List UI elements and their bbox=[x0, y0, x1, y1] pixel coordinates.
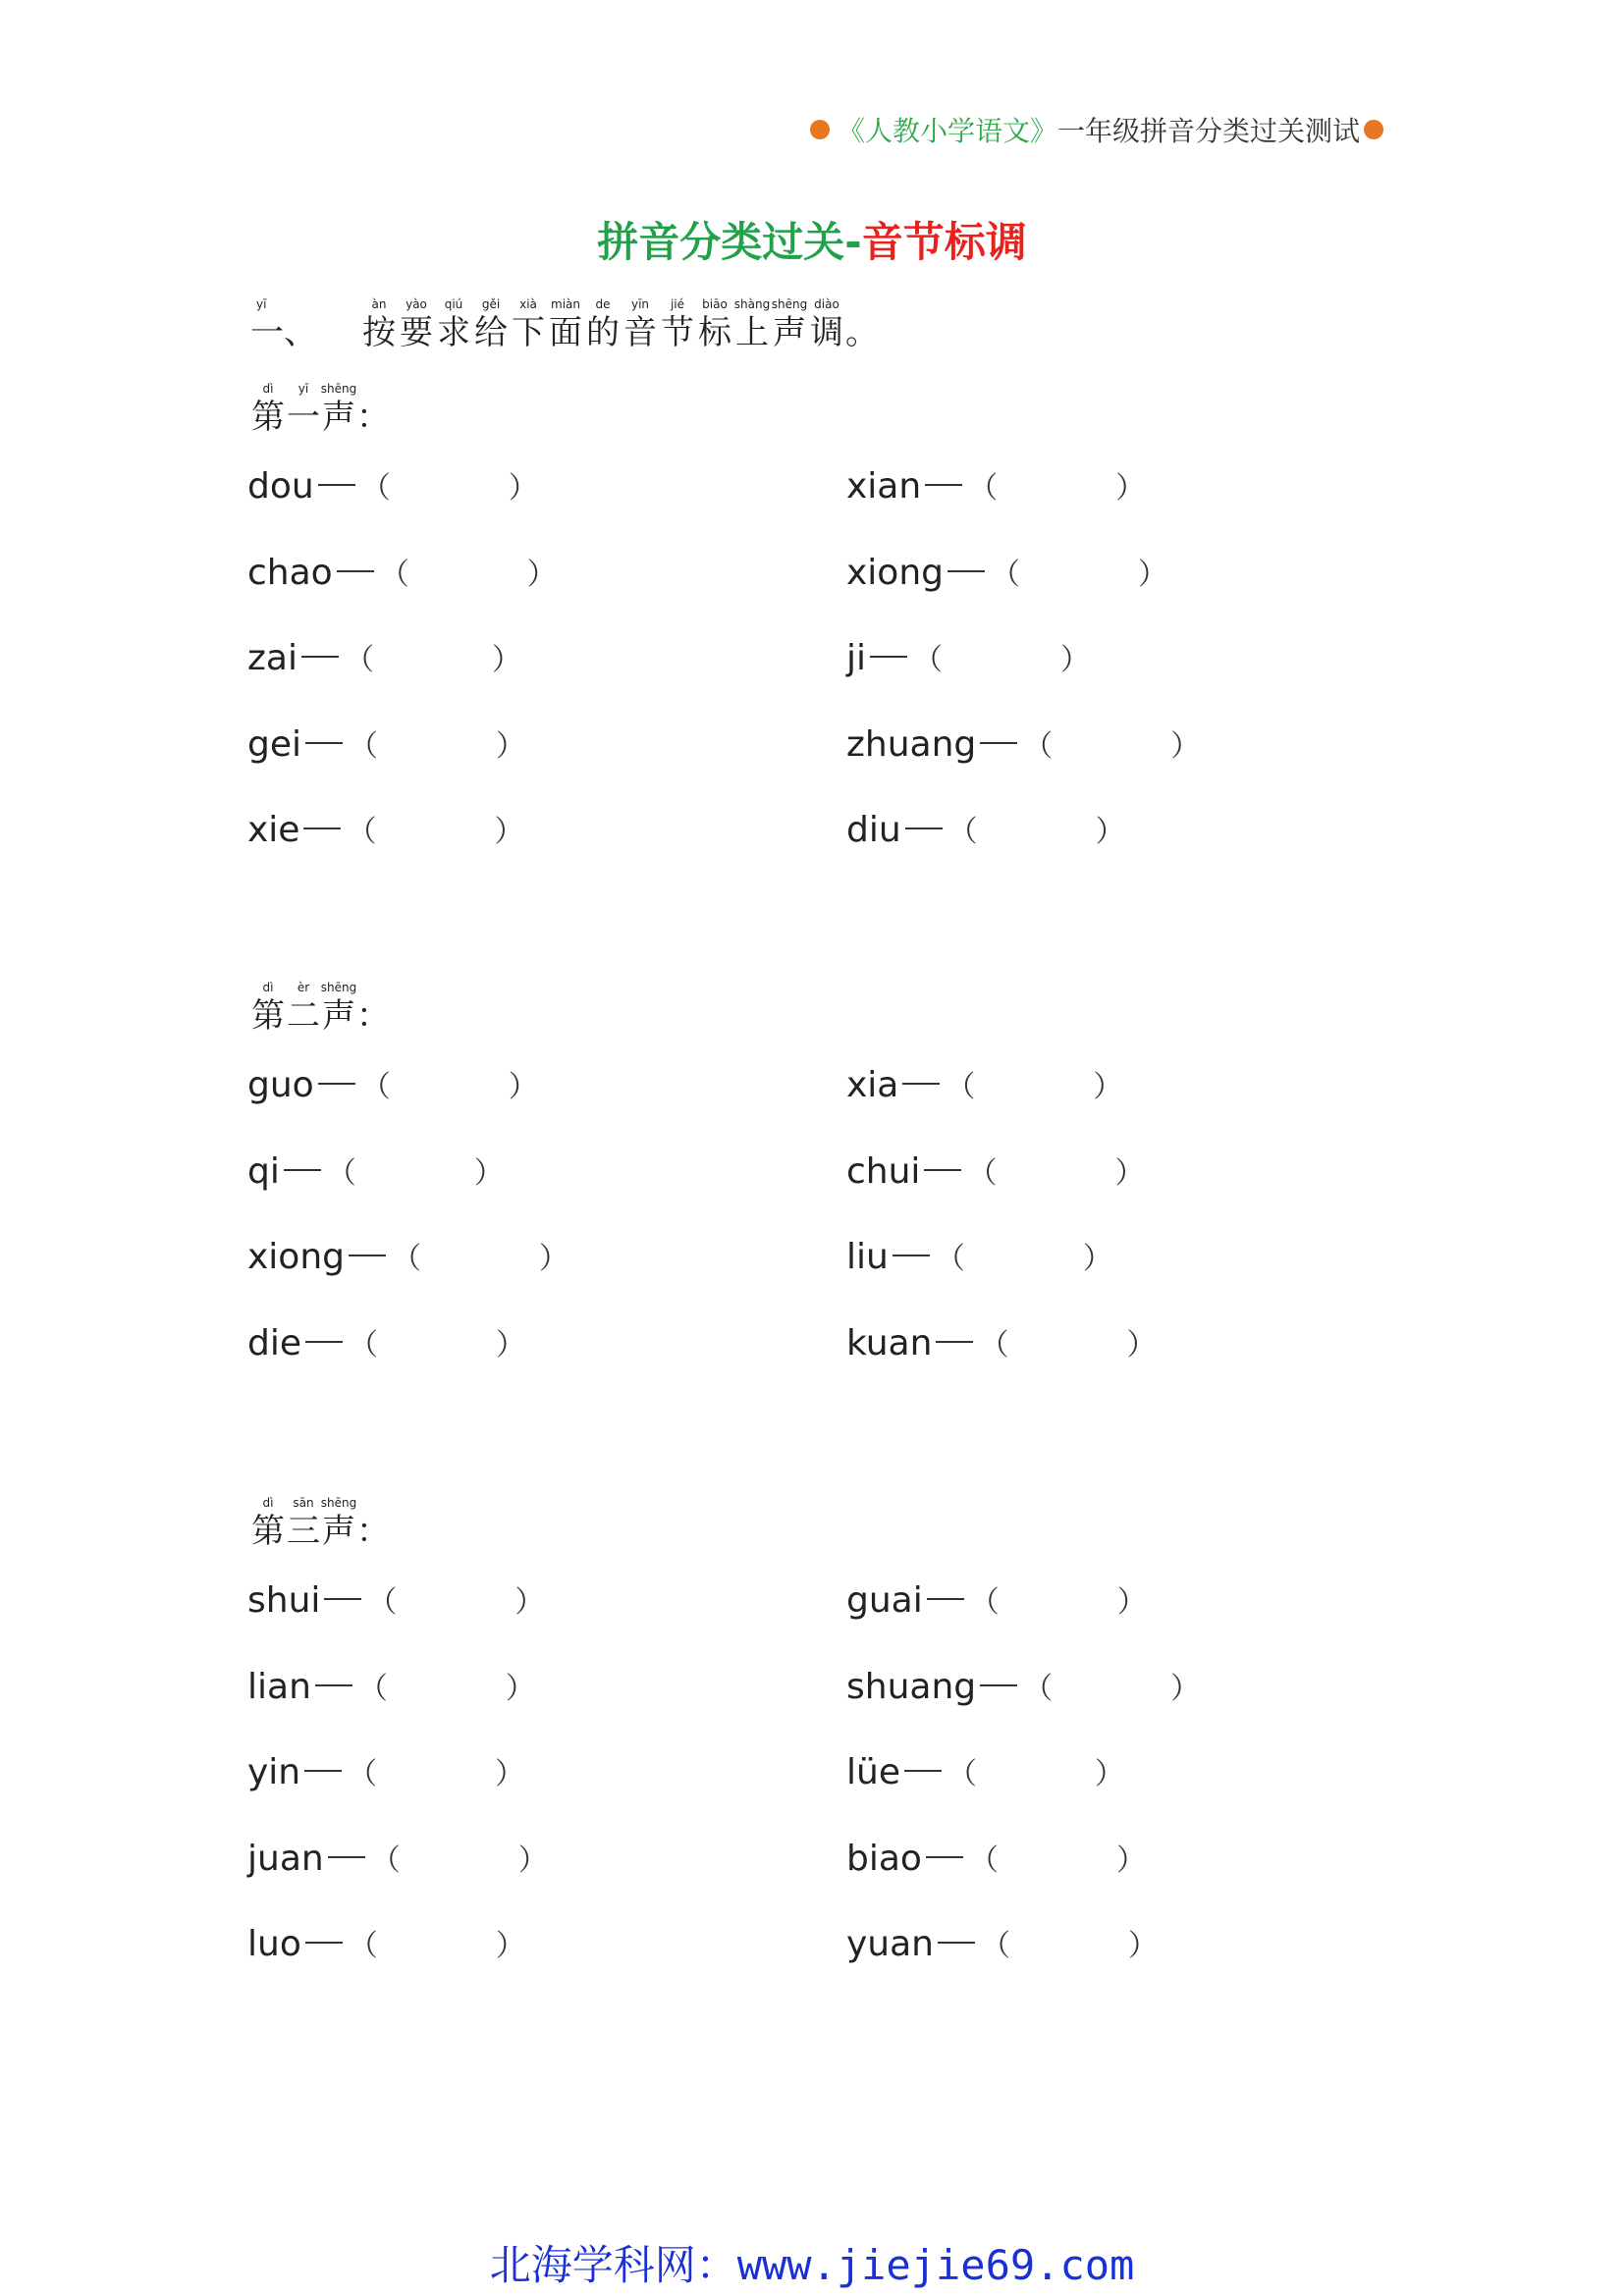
answer-paren-close: ） bbox=[539, 1242, 568, 1276]
syllable-item bbox=[846, 1664, 1200, 1707]
dash-line bbox=[905, 828, 943, 829]
syllable-text: shui bbox=[247, 1580, 321, 1621]
syllable-text: zhuang bbox=[846, 723, 977, 765]
section-label-char bbox=[250, 980, 286, 1037]
dash-line bbox=[304, 1770, 342, 1772]
syllable-text: chao bbox=[247, 552, 333, 593]
syllable-item bbox=[247, 1062, 538, 1105]
section-label-char-hanzi: 二 bbox=[287, 996, 320, 1036]
instruction-period: 。 bbox=[845, 313, 879, 352]
syllable-text: diu bbox=[846, 810, 901, 850]
syllable-text: kuan bbox=[846, 1322, 933, 1363]
section-label-char-pinyin: shēng bbox=[320, 1496, 357, 1510]
syllable-text: zai bbox=[247, 638, 298, 678]
title-part-red: 音节标调 bbox=[861, 218, 1027, 266]
instruction-char-pinyin: biāo bbox=[702, 297, 728, 311]
section-label-char-hanzi: 一 bbox=[287, 398, 320, 437]
syllable-text: xie bbox=[247, 810, 300, 850]
syllable-text: ji bbox=[846, 638, 867, 678]
dash-line bbox=[904, 1770, 942, 1772]
instruction-char-hanzi: 节 bbox=[661, 313, 694, 352]
dash-line bbox=[893, 1255, 930, 1256]
answer-paren-open: （ bbox=[360, 471, 391, 506]
section-label-char bbox=[286, 1495, 321, 1552]
answer-paren-open: （ bbox=[348, 1757, 378, 1791]
dash-line bbox=[938, 1942, 975, 1944]
instruction-char-pinyin: qiú bbox=[444, 297, 463, 311]
syllable-item bbox=[247, 1320, 525, 1363]
syllable-item bbox=[846, 463, 1145, 507]
answer-paren-open: （ bbox=[913, 643, 944, 677]
dash-line bbox=[927, 1598, 964, 1600]
instruction-char-hanzi: 按 bbox=[362, 313, 396, 352]
answer-paren-close: ） bbox=[508, 471, 538, 506]
section-label-tone1 bbox=[250, 381, 390, 438]
instruction-char-pinyin: shàng bbox=[733, 297, 771, 311]
section-label-char-pinyin: shēng bbox=[320, 981, 357, 994]
answer-paren-close: ） bbox=[1060, 643, 1091, 677]
syllable-text: yin bbox=[247, 1752, 301, 1792]
section-label-char-pinyin: shēng bbox=[320, 382, 357, 396]
answer-paren-open: （ bbox=[1023, 728, 1054, 764]
instruction-char-hanzi: 标 bbox=[698, 313, 731, 352]
header-subtitle: 一年级拼音分类过关测试 bbox=[1056, 115, 1360, 147]
section-label-char-pinyin: dì bbox=[262, 1496, 274, 1510]
header-book-title: 《人教小学语文》 bbox=[837, 115, 1057, 147]
instruction-char bbox=[771, 296, 808, 353]
answer-paren-close: ） bbox=[1138, 557, 1167, 592]
answer-paren-open: （ bbox=[367, 1585, 398, 1620]
answer-paren-open: （ bbox=[348, 1929, 378, 1963]
instruction-char bbox=[435, 296, 472, 353]
answer-paren-open: （ bbox=[349, 728, 379, 764]
answer-paren-open: （ bbox=[991, 557, 1020, 592]
syllable-text: xiong bbox=[846, 552, 944, 593]
page-header bbox=[810, 110, 1383, 149]
section-label-char bbox=[321, 980, 356, 1037]
answer-paren-open: （ bbox=[935, 1242, 965, 1276]
syllable-text: xiong bbox=[247, 1237, 345, 1277]
syllable-item bbox=[247, 635, 521, 678]
syllable-text: xian bbox=[846, 466, 922, 507]
answer-paren-close: ） bbox=[505, 1671, 535, 1706]
instruction-char-hanzi: 面 bbox=[549, 313, 582, 352]
section-label-char-hanzi: 声 bbox=[322, 996, 355, 1036]
instruction-char-hanzi: 声 bbox=[773, 313, 806, 352]
syllable-item bbox=[846, 807, 1125, 850]
instruction-char-pinyin: gěi bbox=[481, 297, 501, 311]
instruction-char bbox=[547, 296, 584, 353]
answer-paren-open: （ bbox=[370, 1842, 401, 1878]
syllable-item bbox=[846, 1234, 1112, 1277]
syllable-item bbox=[846, 550, 1167, 593]
instruction-char bbox=[808, 296, 845, 353]
section-label-char-hanzi: 第 bbox=[251, 1512, 285, 1551]
section-label-colon: ： bbox=[356, 398, 390, 437]
page-footer bbox=[0, 2233, 1624, 2292]
syllable-text: guo bbox=[247, 1065, 314, 1105]
instruction-char-hanzi: 求 bbox=[437, 313, 470, 352]
syllable-text: shuang bbox=[846, 1666, 977, 1707]
section-label-char bbox=[321, 1495, 356, 1552]
answer-paren-close: ） bbox=[1128, 1929, 1158, 1963]
syllable-text: qi bbox=[247, 1150, 280, 1192]
section-label-char-pinyin: dì bbox=[262, 382, 274, 396]
answer-paren-close: ） bbox=[1082, 1242, 1112, 1276]
dash-line bbox=[924, 1169, 961, 1171]
syllable-item bbox=[846, 1148, 1144, 1192]
section-label-char bbox=[286, 381, 321, 438]
dash-line bbox=[926, 1856, 963, 1858]
answer-paren-close: ） bbox=[496, 1327, 526, 1362]
instruction-char-hanzi: 的 bbox=[586, 313, 620, 352]
dash-line bbox=[947, 570, 985, 572]
syllable-text: liu bbox=[846, 1237, 889, 1277]
syllable-item bbox=[247, 721, 525, 765]
syllable-item bbox=[247, 550, 557, 593]
syllable-item bbox=[247, 1921, 525, 1964]
instruction-char-hanzi: 调 bbox=[810, 313, 843, 352]
instruction-char-pinyin: jié bbox=[670, 297, 685, 311]
instruction-char-hanzi: 上 bbox=[735, 313, 769, 352]
instruction-char-pinyin: diào bbox=[814, 297, 839, 311]
instruction-char-hanzi: 下 bbox=[512, 313, 545, 352]
instruction-char-hanzi: 音 bbox=[623, 313, 657, 352]
answer-paren-open: （ bbox=[979, 1327, 1009, 1362]
answer-paren-close: ） bbox=[491, 643, 521, 677]
answer-paren-close: ） bbox=[495, 1929, 525, 1963]
answer-paren-close: ） bbox=[517, 1842, 548, 1878]
answer-paren-open: （ bbox=[347, 815, 377, 849]
syllable-text: luo bbox=[247, 1924, 301, 1964]
section-label-char-pinyin: sān bbox=[293, 1496, 314, 1510]
syllable-item bbox=[846, 1749, 1124, 1792]
answer-paren-close: ） bbox=[1126, 1327, 1157, 1362]
instruction-char-pinyin: àn bbox=[371, 297, 387, 311]
answer-paren-close: ） bbox=[1095, 815, 1125, 849]
instruction-char bbox=[398, 296, 435, 353]
footer-url: www.jiejie69.com bbox=[736, 2241, 1135, 2289]
answer-paren-open: （ bbox=[946, 1070, 976, 1104]
answer-paren-close: ） bbox=[508, 1070, 538, 1104]
answer-paren-open: （ bbox=[967, 1155, 998, 1191]
instruction-char bbox=[472, 296, 510, 353]
question-number-hanzi: 一、 bbox=[250, 313, 317, 352]
syllable-text: guai bbox=[846, 1580, 923, 1621]
dash-line bbox=[305, 1942, 343, 1944]
section-label-char-hanzi: 声 bbox=[322, 1512, 355, 1551]
syllable-item bbox=[247, 463, 538, 507]
syllable-item bbox=[247, 807, 523, 850]
instruction-char-pinyin: de bbox=[595, 297, 611, 311]
dash-line bbox=[349, 1255, 386, 1256]
answer-paren-open: （ bbox=[947, 815, 978, 849]
syllable-item bbox=[247, 1664, 535, 1707]
orange-dot-icon bbox=[1364, 120, 1383, 139]
dash-line bbox=[315, 1684, 352, 1686]
instruction-char-pinyin: yào bbox=[406, 297, 427, 311]
instruction-char-hanzi: 给 bbox=[474, 313, 508, 352]
syllable-item bbox=[846, 1836, 1146, 1879]
question-instruction bbox=[360, 296, 879, 353]
answer-paren-close: ） bbox=[1170, 1671, 1201, 1706]
instruction-char-hanzi: 要 bbox=[400, 313, 433, 352]
answer-paren-close: ） bbox=[526, 557, 557, 592]
answer-paren-close: ） bbox=[494, 815, 524, 849]
dash-line bbox=[980, 742, 1017, 744]
instruction-char bbox=[622, 296, 659, 353]
answer-paren-close: ） bbox=[1094, 1757, 1124, 1791]
answer-paren-open: （ bbox=[947, 1757, 977, 1791]
instruction-char bbox=[584, 296, 622, 353]
section-label-char-pinyin: èr bbox=[297, 981, 310, 994]
page-title bbox=[0, 210, 1624, 269]
title-part-green: 拼音分类过关- bbox=[597, 218, 862, 266]
syllable-item bbox=[846, 635, 1090, 678]
syllable-text: lüe bbox=[846, 1752, 900, 1792]
section-label-char-hanzi: 第 bbox=[251, 996, 285, 1036]
section-label-char bbox=[250, 1495, 286, 1552]
answer-paren-open: （ bbox=[349, 1327, 379, 1362]
syllable-item bbox=[247, 1148, 504, 1192]
dash-line bbox=[301, 656, 339, 658]
section-label-char-pinyin: yī bbox=[298, 382, 309, 396]
dash-line bbox=[328, 1856, 365, 1858]
answer-paren-open: （ bbox=[357, 1671, 388, 1706]
syllable-text: gei bbox=[247, 723, 302, 765]
section-label-tone3 bbox=[250, 1495, 390, 1552]
answer-paren-open: （ bbox=[1023, 1671, 1054, 1706]
section-label-char-pinyin: dì bbox=[262, 981, 274, 994]
instruction-char-pinyin: shēng bbox=[771, 297, 808, 311]
dash-line bbox=[324, 1598, 361, 1600]
syllable-item bbox=[846, 1577, 1147, 1621]
dash-line bbox=[980, 1684, 1017, 1686]
dash-line bbox=[902, 1083, 940, 1085]
answer-paren-close: ） bbox=[1114, 1155, 1145, 1191]
answer-paren-open: （ bbox=[968, 1842, 999, 1878]
syllable-item bbox=[247, 1234, 568, 1277]
syllable-item bbox=[846, 721, 1200, 765]
answer-paren-open: （ bbox=[360, 1070, 391, 1104]
footer-site-name: 北海学科网： bbox=[489, 2241, 737, 2289]
section-label-char bbox=[321, 381, 356, 438]
dash-line bbox=[318, 484, 355, 486]
answer-paren-close: ） bbox=[1115, 1842, 1146, 1878]
instruction-char bbox=[733, 296, 771, 353]
orange-dot-icon bbox=[810, 120, 830, 139]
dash-line bbox=[870, 656, 907, 658]
dash-line bbox=[303, 828, 341, 829]
section-label-char bbox=[286, 980, 321, 1037]
section-label-colon: ： bbox=[356, 996, 390, 1036]
section-label-char-hanzi: 第 bbox=[251, 398, 285, 437]
syllable-item bbox=[247, 1836, 548, 1879]
instruction-char bbox=[659, 296, 696, 353]
syllable-text: lian bbox=[247, 1666, 311, 1707]
instruction-char-pinyin: xià bbox=[519, 297, 537, 311]
syllable-item bbox=[846, 1320, 1156, 1363]
syllable-text: juan bbox=[247, 1838, 324, 1879]
syllable-item bbox=[846, 1062, 1122, 1105]
answer-paren-close: ） bbox=[1116, 1585, 1147, 1620]
syllable-text: dou bbox=[247, 466, 314, 507]
answer-paren-open: （ bbox=[392, 1242, 421, 1276]
instruction-char-pinyin: miàn bbox=[551, 297, 580, 311]
answer-paren-open: （ bbox=[968, 471, 999, 506]
question-number bbox=[250, 297, 317, 353]
answer-paren-open: （ bbox=[379, 557, 409, 592]
instruction-char bbox=[696, 296, 733, 353]
dash-line bbox=[936, 1341, 973, 1343]
syllable-item bbox=[247, 1749, 524, 1792]
syllable-text: die bbox=[247, 1322, 302, 1363]
answer-paren-close: ） bbox=[514, 1585, 545, 1620]
dash-line bbox=[284, 1169, 321, 1171]
answer-paren-close: ） bbox=[1170, 728, 1201, 764]
section-label-char bbox=[250, 381, 286, 438]
answer-paren-close: ） bbox=[496, 728, 526, 764]
answer-paren-open: （ bbox=[344, 643, 374, 677]
answer-paren-close: ） bbox=[1093, 1070, 1123, 1104]
answer-paren-close: ） bbox=[1115, 471, 1146, 506]
dash-line bbox=[337, 570, 374, 572]
syllable-text: yuan bbox=[846, 1924, 934, 1964]
dash-line bbox=[925, 484, 962, 486]
answer-paren-open: （ bbox=[969, 1585, 1000, 1620]
syllable-text: biao bbox=[846, 1838, 922, 1879]
instruction-char bbox=[510, 296, 547, 353]
question-number-pinyin: yī bbox=[256, 297, 267, 311]
instruction-char-pinyin: yīn bbox=[630, 297, 650, 311]
dash-line bbox=[305, 742, 343, 744]
answer-paren-close: ） bbox=[495, 1757, 525, 1791]
dash-line bbox=[318, 1083, 355, 1085]
answer-paren-open: （ bbox=[981, 1929, 1010, 1963]
answer-paren-open: （ bbox=[326, 1155, 356, 1191]
section-label-colon: ： bbox=[356, 1512, 390, 1551]
syllable-item bbox=[247, 1577, 544, 1621]
syllable-item bbox=[846, 1921, 1158, 1964]
answer-paren-close: ） bbox=[473, 1155, 504, 1191]
section-label-char-hanzi: 声 bbox=[322, 398, 355, 437]
syllable-text: chui bbox=[846, 1150, 921, 1192]
instruction-char bbox=[360, 296, 398, 353]
section-label-char-hanzi: 三 bbox=[287, 1512, 320, 1551]
syllable-text: xia bbox=[846, 1065, 899, 1105]
dash-line bbox=[305, 1341, 343, 1343]
section-label-tone2 bbox=[250, 980, 390, 1037]
